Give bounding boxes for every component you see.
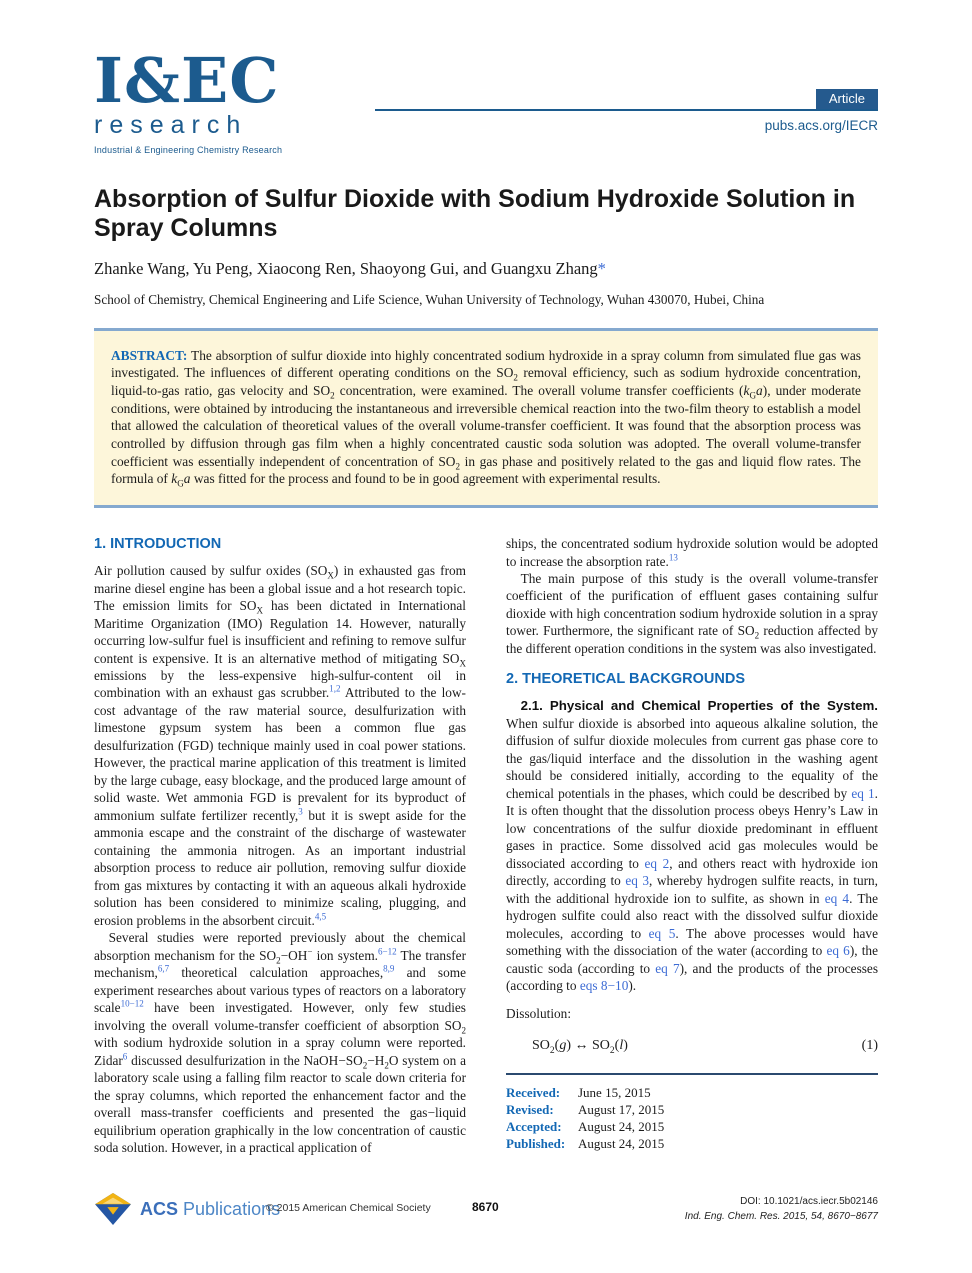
logo-main-text: I&EC <box>94 44 280 117</box>
right-column <box>506 535 878 1157</box>
journal-url-link[interactable]: pubs.acs.org/IECR <box>764 118 878 133</box>
date-row-revised <box>506 1101 878 1118</box>
date-row-accepted <box>506 1118 878 1135</box>
doi-link[interactable]: DOI: 10.1021/acs.iecr.5b02146 <box>740 1196 878 1207</box>
reference-link[interactable]: 13 <box>668 552 678 563</box>
reference-link[interactable]: 8,9 <box>383 963 395 974</box>
reference-link[interactable]: eq 5 <box>648 925 676 941</box>
acs-text: ACS <box>140 1198 179 1219</box>
body-columns <box>94 535 878 1157</box>
doi-block <box>685 1195 878 1224</box>
reference-link[interactable]: 4,5 <box>314 911 327 922</box>
dates-block <box>506 1084 878 1153</box>
date-label: Received: <box>506 1084 561 1100</box>
left-column <box>94 535 466 1157</box>
page-footer <box>94 1192 878 1234</box>
page-header <box>94 44 878 156</box>
purpose-paragraph: The main purpose of this study is the overall volume-transfer coefficient of the purification of effluent gases containing sulfur dioxide with high concentration sodium hydroxide solution in a spray tower. Furthermore, the significant rate of $SO_2$ reduction affected by the different operation conditions in the system was also investigated. <box>506 571 878 656</box>
equation-1-formula: $SO_2(g)$ ↔ $SO_2(l)$ <box>532 1038 628 1056</box>
date-value: August 24, 2015 <box>578 1119 665 1135</box>
date-value: August 17, 2015 <box>578 1101 665 1117</box>
reference-link[interactable]: eq 7 <box>655 960 680 976</box>
reference-link[interactable]: eqs 8−10 <box>579 978 629 994</box>
logo-sub-text: research <box>94 111 248 140</box>
affiliation: School of Chemistry, Chemical Engineering and Life Science, Wuhan University of Technology, Wuhan 430070, Hubei, China <box>94 291 765 307</box>
page-title: Absorption of Sulfur Dioxide with Sodium Hydroxide Solution in Spray Columns <box>94 185 856 243</box>
date-value: August 24, 2015 <box>578 1136 665 1152</box>
reference-link[interactable]: eq 4 <box>824 890 850 906</box>
date-value: June 15, 2015 <box>578 1084 651 1100</box>
article-type-badge: Article <box>816 89 878 109</box>
reference-link[interactable]: eq 6 <box>826 943 850 959</box>
header-right <box>375 52 878 133</box>
equation-1 <box>506 1037 878 1055</box>
date-row-published <box>506 1135 878 1152</box>
date-label: Revised: <box>506 1101 554 1117</box>
date-label: Published: <box>506 1136 566 1152</box>
journal-citation: Ind. Eng. Chem. Res. 2015, 54, 8670−8677 <box>684 1210 878 1222</box>
iec-research-logo <box>94 44 294 156</box>
dates-divider <box>506 1073 878 1075</box>
theory-paragraph: 2.1. Physical and Chemical Properties of the System. When sulfur dioxide is absorbed into aqueous alkaline solution, the diffusion of sulfur dioxide molecules from current gas phase core to the gas/liquid interface and the dissolution in the washing agent should be considered initially, according to the equality of the chemical potentials in the phases, which could be described by eq 1. It is often thought that the dissolution process obeys Henry’s Law in low concentrations of the sulfur dioxide predominant in effluent gases in practice. Some dissolved acid gas molecules would be dissociated according to eq 2, and others react with hydroxide ion directly, according to eq 3, whereby hydrogen sulfite reacts, in turn, with the additional hydroxide ion to sulfite, as shown in eq 4. The hydrogen sulfite could also react with the dissolved sulfur dioxide molecules, according to eq 5. The above processes would have something with the dissociation of the water (according to eq 6), the caustic soda (according to eq 7), and the products of the processes (according to eqs 8−10). <box>506 698 879 994</box>
equation-1-number: (1) <box>861 1038 878 1054</box>
acs-publications-wordmark <box>140 1199 280 1220</box>
reference-link[interactable]: eq 1 <box>851 785 875 801</box>
reference-link[interactable]: 1,2 <box>329 684 341 695</box>
reference-link[interactable]: 6 <box>122 1051 128 1062</box>
acs-publications-logo <box>94 1192 280 1226</box>
reference-link[interactable]: 10−12 <box>120 998 144 1009</box>
logo-tagline: Industrial & Engineering Chemistry Research <box>94 145 283 156</box>
section-heading-theoretical: 2. THEORETICAL BACKGROUNDS <box>506 671 745 688</box>
continuation-paragraph: ships, the concentrated sodium hydroxide solution would be adopted to increase the absorption rate.$^{13}$ <box>506 536 878 569</box>
reference-link[interactable]: 6,7 <box>157 963 170 974</box>
acs-diamond-icon <box>94 1192 132 1226</box>
reference-link[interactable]: 6−12 <box>378 946 397 957</box>
reference-link[interactable]: eq 2 <box>644 855 670 871</box>
dissolution-label: Dissolution: <box>506 1005 572 1021</box>
section-heading-introduction: 1. INTRODUCTION <box>94 536 222 553</box>
intro-paragraph-2: Several studies were reported previously about the chemical absorption mechanism for the $SO_2-OH^-$ ion system.$^{6-12}$ The transfer mechanism,$^{6,7}$ theoretical calculation approaches,$^{8,9}$ and some experiment researches about various types of reactors on a laboratory scale$^{10-12}$ have been investigated. However, only few studies involving the overall volume-transfer coefficient of absorption $SO_2$ with sodium hydroxide solution in a spray column were reported. Zidar$^6$ discussed desulfurization in the $NaOH-SO_2-H_2O$ system on a laboratory scale using a falling film reactor to scale down criteria for the spray columns, which reported the enhancement factor and the overall mass-transfer coefficients and presented the gas−liquid equilibrium operation graphically in the low concentration of caustic soda solution. However, in a practical application of <box>94 930 466 1156</box>
header-rule <box>375 89 878 111</box>
page-number: 8670 <box>472 1200 499 1214</box>
publications-text: Publications <box>183 1198 281 1219</box>
author-list: Zhanke Wang, Yu Peng, Xiaocong Ren, Shaoyong Gui, and Guangxu Zhang* <box>94 258 606 278</box>
abstract-box: ABSTRACT: The absorption of sulfur dioxide into highly concentrated sodium hydroxide in a spray column from simulated flue gas was investigated. The influences of different operating conditions on the $SO_2$ removal efficiency, such as sodium hydroxide concentration, liquid-to-gas ratio, gas velocity and $SO_2$ concentration, were examined. The overall volume transfer coefficients $(k_Ga)$, under moderate conditions, were obtained by introducing the instantaneous and irreversible chemical reaction into the two-film theory to establish a model that allowed the calculation of theoretical values of the overall volume-transfer coefficient. It was found that the absorption process was controlled by diffusion through gas film when a highly concentrated caustic soda solution was adopted. The overall volume-transfer coefficient was essentially independent of concentration of $SO_2$ in gas phase and positively related to the gas and liquid flow rates. The formula of $k_Ga$ was fitted for the process and found to be in good agreement with experimental results. <box>94 328 878 509</box>
copyright-notice: © 2015 American Chemical Society <box>266 1202 431 1214</box>
reference-link[interactable]: * <box>597 258 606 278</box>
date-label: Accepted: <box>506 1119 562 1135</box>
date-row-received <box>506 1084 878 1101</box>
intro-paragraph-1: Air pollution caused by sulfur oxides $(SO_X)$ in exhausted gas from marine diesel engine has been a global issue and a hot research topic. The emission limits for $SO_X$ has been dictated in International Maritime Organization (IMO) Regulation 14. However, naturally occurring low-sulfur fuel is insufficient and refining to remove sulfur content is expensive. It is an alternative method of mitigating $SO_X$ emissions by the less-expensive high-sulfur-content oil in combination with an exhaust gas scrubber.$^{1,2}$ Attributed to the low-cost advantage of the raw material source, desulfurization with limestone gypsum system has been a common flue gas desulfurization (FGD) technique mainly used in coal power stations. However, the practical marine application of this treatment is limited by the large cubage, easy blockage, and the produced large amount of solid waste. Wet ammonia FGD is prevalent for its byproduct of ammonium sulfate fertilizer recently,$^3$ but it is swept aside for the ammonia escape and the constraint of the discharge of wastewater containing the ammonia nitrogen. As an important industrial absorption process to reduce air pollution, removing sulfur dioxide from gas mixtures by contacting it with an aqueous alkali hydroxide solution has been considered to minimize scaling, plugging, and erosion problems in the absorbent circuit.$^{4,5}$ <box>94 563 467 928</box>
reference-link[interactable]: eq 3 <box>625 873 650 889</box>
reference-link[interactable]: 3 <box>298 806 303 817</box>
